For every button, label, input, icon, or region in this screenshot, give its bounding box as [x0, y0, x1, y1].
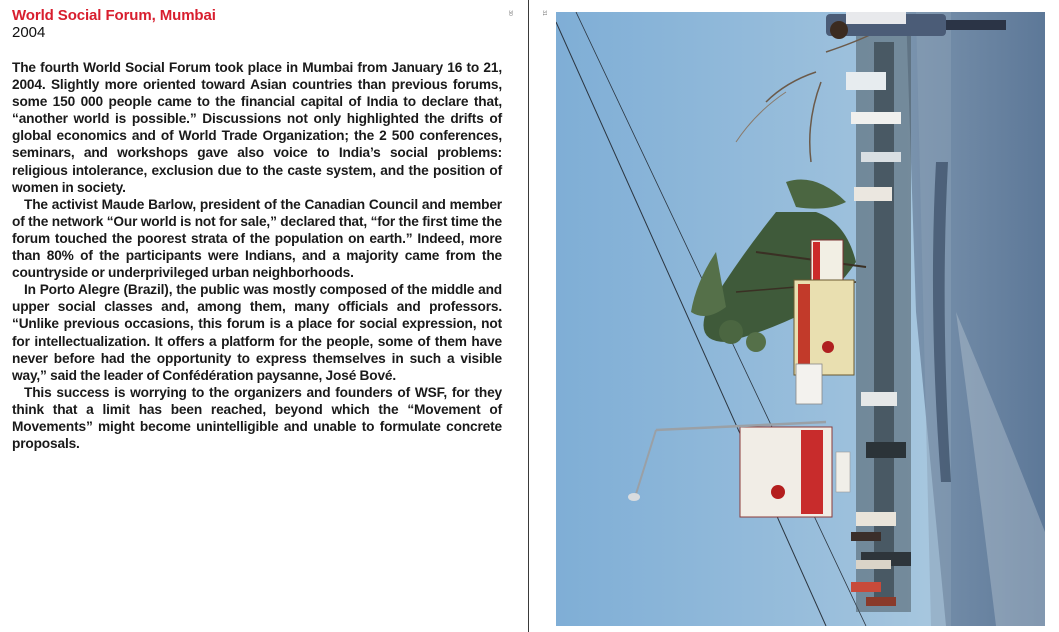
article-body — [12, 59, 502, 452]
left-page — [0, 0, 528, 632]
paragraph: In Porto Alegre (Brazil), the public was mostly composed of the middle and upper social classes and, among them, many officials and professors. “Unlike previous occasions, this forum is a place for social expression, not for intellectualization. It offers a platform for the people, some of them have never before had the opportunity to express themselves in such a visible way,” said the leader of Confédération paysanne, José Bové. — [12, 282, 502, 383]
paragraph: The fourth World Social Forum took place in Mumbai from January 16 to 21, 2004. Slightly more oriented toward Asian countries than previous forums, some 150 000 people came to the financial capital of India to declare that, “another world is possible.” Discussions not only highlighted the drifts of global economics and of World Trade Organization; the 2 500 conferences, seminars, and workshops gave also voice to India’s social problems: religious intolerance, exclusion due to the caste system, and the position of women in society. — [12, 60, 502, 195]
banner — [836, 452, 850, 492]
banner — [796, 364, 822, 404]
banner — [740, 427, 832, 517]
page-gutter — [528, 0, 529, 632]
photo-illustration — [556, 12, 1045, 626]
article-title: World Social Forum, Mumbai — [12, 7, 216, 24]
article-year: 2004 — [12, 24, 46, 41]
page-number-right: 31 — [540, 10, 547, 16]
paragraph: This success is worrying to the organizers and founders of WSF, for they think that a limit has been reached, beyond which the “Movement of Movements” might become unintelligible and unable to formulate concrete proposals. — [12, 384, 502, 452]
page-number-left: 30 — [506, 10, 513, 16]
paragraph: The activist Maude Barlow, president of the Canadian Council and member of the network “Our world is not for sale,” declared that, “for the first time the forum touched the poorest strata of the population on earth.” Indeed, more than 80% of the participants were Indians, and a majority came from the countryside or underprivileged urban neighborhoods. — [12, 196, 502, 281]
banner — [811, 240, 843, 285]
street-protest-photo — [556, 12, 1045, 626]
article-heading — [12, 7, 216, 41]
banner — [794, 280, 854, 375]
